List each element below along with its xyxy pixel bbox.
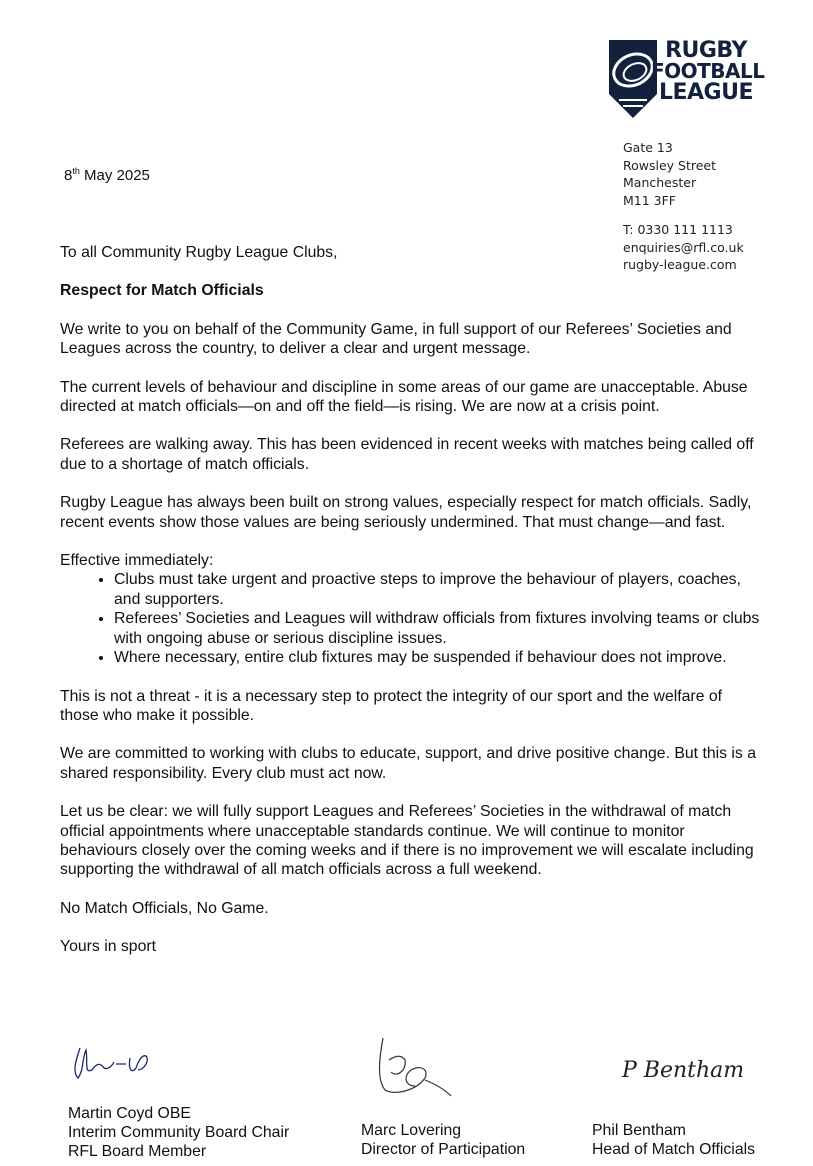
signature-marc-lovering bbox=[355, 1030, 455, 1100]
rfl-logo bbox=[605, 38, 765, 120]
signatory-name: Phil Bentham bbox=[592, 1122, 686, 1139]
signature-phil-bentham: P Bentham bbox=[622, 1058, 745, 1083]
letter-subject: Respect for Match Officials bbox=[60, 282, 264, 300]
paragraph: No Match Officials, No Game. bbox=[60, 899, 269, 917]
list-item: • Clubs must take urgent and proactive steps to improve the behaviour of players, coaches, and supporters. bbox=[114, 570, 760, 609]
phone-number: T: 0330 111 1113 bbox=[623, 222, 733, 237]
rfl-logo-wordmark: RUGBY FOOTBALL LEAGUE bbox=[651, 38, 765, 105]
address-line: M11 3FF bbox=[623, 192, 676, 208]
paragraph: Effective immediately: bbox=[60, 552, 214, 570]
signatory-title: RFL Board Member bbox=[68, 1143, 207, 1160]
address-line: Gate 13 bbox=[623, 140, 673, 155]
letter-date: 8th May 2025 bbox=[64, 166, 150, 184]
letter-body bbox=[60, 243, 760, 976]
paragraph: This is not a threat - it is a necessary step to protect the integrity of our sport and the welfare of those who make it possible. bbox=[60, 687, 723, 724]
salutation: To all Community Rugby League Clubs, bbox=[60, 244, 338, 261]
paragraph: Rugby League has always been built on strong values, especially respect for match officials. Sadly, recent events show those values are being seriously undermined. That must change—and fast. bbox=[60, 494, 752, 531]
signature-martin-coyd bbox=[66, 1040, 156, 1090]
sign-off: Yours in sport bbox=[60, 938, 157, 956]
email-address: enquiries@rfl.co.uk bbox=[623, 239, 744, 255]
signatory-block bbox=[592, 1121, 755, 1159]
signatory-name: Martin Coyd OBE bbox=[68, 1105, 191, 1122]
paragraph: Let us be clear: we will fully support Leagues and Referees’ Societies in the withdrawal of match official appointments where unacceptable standards continue. We will continue to monitor behaviours closely over the coming weeks and if there is no improvement we will escalate including supporting the withdrawal of all match officials across a full weekend. bbox=[60, 803, 754, 879]
signatory-title: Director of Participation bbox=[361, 1141, 526, 1158]
website-url: rugby-league.com bbox=[623, 257, 737, 272]
signatory-block bbox=[68, 1104, 289, 1161]
signatory-title: Head of Match Officials bbox=[592, 1141, 756, 1158]
paragraph: Referees are walking away. This has been evidenced in recent weeks with matches being called off due to a shortage of match officials. bbox=[60, 436, 754, 473]
paragraph: We write to you on behalf of the Community Game, in full support of our Referees’ Societies and Leagues across the country, to deliver a clear and urgent message. bbox=[60, 320, 732, 358]
signatory-title: Interim Community Board Chair bbox=[68, 1124, 290, 1141]
paragraph: We are committed to working with clubs to educate, support, and drive positive change. But this is a shared responsibility. Every club must act now. bbox=[60, 745, 757, 782]
address-line: Manchester bbox=[623, 175, 697, 190]
paragraph: The current levels of behaviour and discipline in some areas of our game are unacceptable. Abuse directed at match officials—on and off the field—is rising. We are now at a crisis point. bbox=[60, 378, 748, 416]
list-item: • Where necessary, entire club fixtures may be suspended if behaviour does not improve. bbox=[114, 648, 760, 667]
list-item: • Referees’ Societies and Leagues will withdraw officials from fixtures involving teams or clubs with ongoing abuse or serious discipline issues. bbox=[114, 609, 760, 648]
signatory-block bbox=[361, 1121, 525, 1159]
address-line: Rowsley Street bbox=[623, 157, 717, 173]
bullet-list bbox=[60, 570, 760, 667]
signatory-name: Marc Lovering bbox=[361, 1122, 462, 1139]
